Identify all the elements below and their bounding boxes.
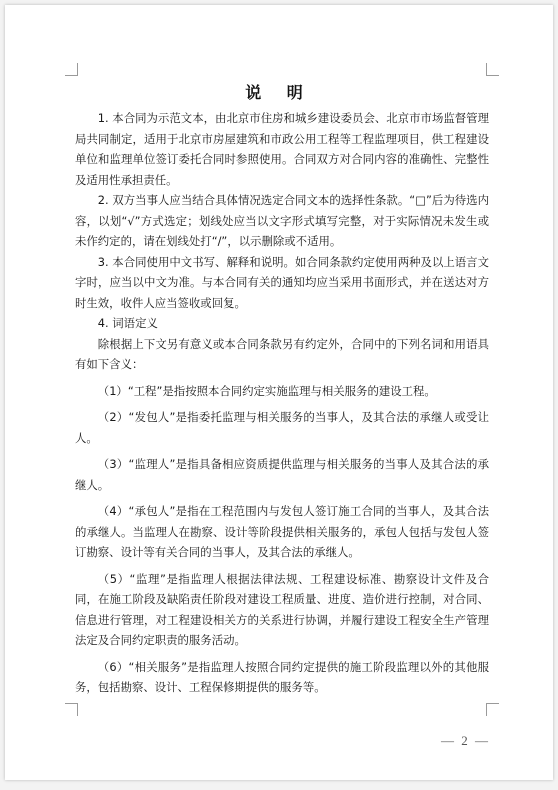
crop-mark-top-left [65, 63, 78, 76]
paragraph-optional-clauses: 2. 双方当事人应当结合具体情况选定合同文本的选择性条款。“□”后为待选内容，以划“√”方式选定；划线处应当以文字形式填写完整，对于实际情况未发生或未作约定的，请在划线处打“/”，以示删除或不适用。 [75, 193, 489, 248]
definition-supervisor: （3）“监理人”是指具备相应资质提供监理与相关服务的当事人及其合法的承继人。 [75, 457, 489, 492]
paragraph-definitions-heading: 4. 词语定义 [97, 316, 158, 330]
page-number: — 2 — [441, 733, 490, 748]
crop-mark-bottom-left [65, 703, 78, 716]
definition-project: （1）“工程”是指按照本合同约定实施监理与相关服务的建设工程。 [97, 383, 436, 398]
definition-related-services: （6）“相关服务”是指监理人按照合同约定提供的施工阶段监理以外的其他服务，包括勘察、设计、工程保修期提供的服务等。 [75, 659, 489, 694]
definition-supervision: （5）“监理”是指监理人根据法律法规、工程建设标准、勘察设计文件及合同，在施工阶段及缺陷责任阶段对建设工程质量、进度、造价进行控制，对合同、信息进行管理，对工程建设相关方的关系进行协调，并履行建设工程安全生产管理法定及合同约定职责的服务活动。 [75, 571, 489, 647]
crop-mark-bottom-right [486, 703, 499, 716]
paragraph-definitions-intro: 除根据上下文另有意义或本合同条款另有约定外，合同中的下列名词和用语具有如下含义： [75, 336, 489, 371]
document-body [75, 108, 489, 698]
crop-mark-top-right [486, 63, 499, 76]
definition-employer: （2）“发包人”是指委托监理与相关服务的当事人，及其合法的承继人或受让人。 [75, 410, 489, 445]
page-title: 说 明 [245, 83, 313, 102]
paragraph-scope: 1. 本合同为示范文本，由北京市住房和城乡建设委员会、北京市市场监督管理局共同制定，适用于北京市房屋建筑和市政公用工程等工程监理项目，供工程建设单位和监理单位签订委托合同时参照使用。合同双方对合同内容的准确性、完整性及适用性承担责任。 [75, 111, 489, 187]
paragraph-language: 3. 本合同使用中文书写、解释和说明。如合同条款约定使用两种及以上语言文字时，应当以中文为准。与本合同有关的通知均应当采用书面形式，并在送达对方时生效，收件人应当签收或回复。 [75, 254, 489, 310]
definition-contractor: （4）“承包人”是指在工程范围内与发包人签订施工合同的当事人，及其合法的承继人。当监理人在勘察、设计等阶段提供相关服务的，承包人包括与发包人签订勘察、设计等有关合同的当事人，及其合法的承继人。 [75, 504, 489, 559]
document-page [5, 5, 553, 780]
